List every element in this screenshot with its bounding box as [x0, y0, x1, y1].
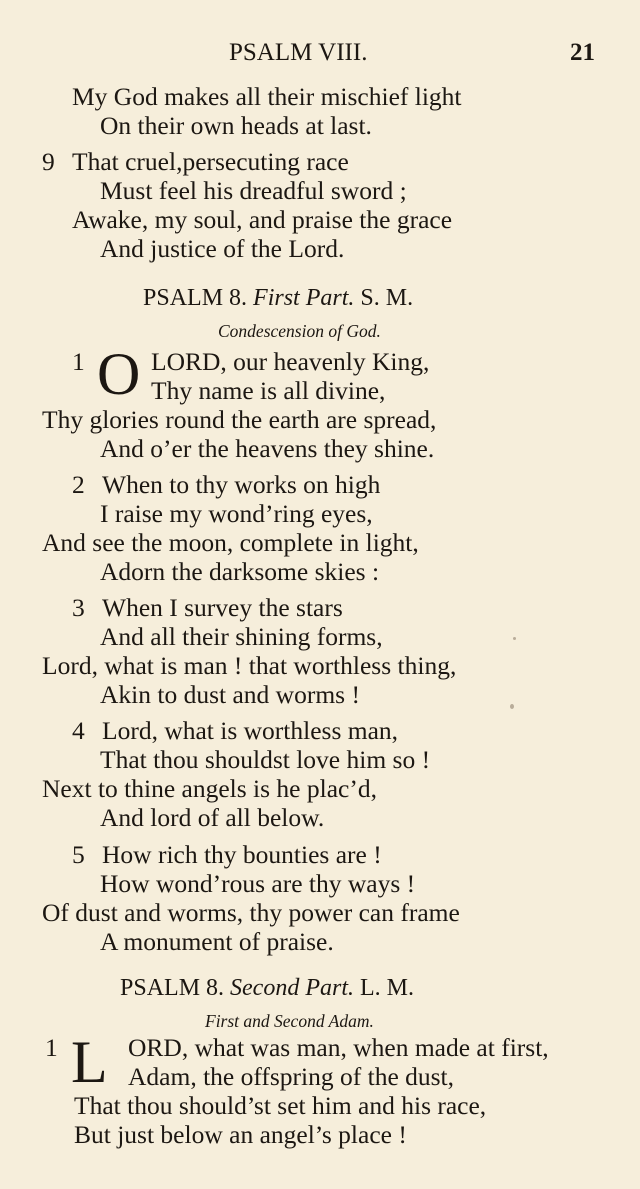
- verse-line: Next to thine angels is he plac’d,: [42, 774, 377, 803]
- verse-line: That thou should’st set him and his race,: [74, 1091, 487, 1120]
- stanza-number: 9: [42, 147, 55, 176]
- verse-line: Thy glories round the earth are spread,: [42, 405, 437, 434]
- stanza-number: 1: [45, 1033, 58, 1062]
- verse-line: Akin to dust and worms !: [100, 680, 360, 709]
- verse-line: Lord, what is man ! that worthless thing,: [42, 651, 457, 680]
- verse-line: And all their shining forms,: [100, 622, 383, 651]
- verse-line: When to thy works on high: [102, 470, 381, 499]
- verse-line: That cruel,persecuting race: [72, 147, 349, 176]
- verse-line: And justice of the Lord.: [100, 234, 345, 263]
- verse-line: I raise my wond’ring eyes,: [100, 499, 373, 528]
- verse-line: That thou shouldst love him so !: [100, 745, 431, 774]
- verse-line: Adorn the darksome skies :: [100, 557, 380, 586]
- drop-cap: O: [97, 341, 141, 407]
- verse-line: And lord of all below.: [100, 803, 325, 832]
- stanza-number: 2: [72, 470, 85, 499]
- verse-line: A monument of praise.: [100, 927, 334, 956]
- hymn-part: Second Part.: [230, 975, 355, 1001]
- verse-line: How rich thy bounties are !: [102, 840, 382, 869]
- paper-speck: [510, 704, 514, 709]
- paper-speck: [513, 637, 516, 640]
- stanza-number: 1: [72, 347, 85, 376]
- stanza-number: 5: [72, 840, 85, 869]
- hymn-title: [143, 283, 413, 313]
- verse-line: On their own heads at last.: [100, 111, 372, 140]
- drop-cap: L: [71, 1029, 108, 1095]
- running-header-title: PSALM VIII.: [229, 39, 368, 66]
- hymn-meter: S. M.: [360, 285, 414, 311]
- verse-line: My God makes all their mischief light: [72, 82, 462, 111]
- hymn-subtitle: Condescension of God.: [218, 321, 381, 341]
- verse-line: But just below an angel’s place !: [74, 1120, 407, 1149]
- verse-line: Of dust and worms, thy power can frame: [42, 898, 460, 927]
- verse-line: Must feel his dreadful sword ;: [100, 176, 407, 205]
- verse-line: When I survey the stars: [102, 593, 343, 622]
- verse-line: ORD, what was man, when made at first,: [128, 1033, 549, 1062]
- hymn-title: [120, 973, 414, 1003]
- verse-line: LORD, our heavenly King,: [151, 347, 430, 376]
- hymn-subtitle: First and Second Adam.: [205, 1011, 374, 1031]
- verse-line: How wond’rous are thy ways !: [100, 869, 416, 898]
- page-number: 21: [570, 39, 595, 66]
- verse-line: And see the moon, complete in light,: [42, 528, 419, 557]
- verse-line: And o’er the heavens they shine.: [100, 434, 435, 463]
- verse-line: Thy name is all divine,: [151, 376, 386, 405]
- verse-line: Adam, the offspring of the dust,: [128, 1062, 455, 1091]
- verse-line: Awake, my soul, and praise the grace: [72, 205, 453, 234]
- hymn-meter: L. M.: [360, 975, 415, 1001]
- verse-line: Lord, what is worthless man,: [102, 716, 399, 745]
- hymn-part: First Part.: [253, 285, 355, 311]
- hymn-psalm: PSALM 8.: [120, 975, 225, 1001]
- stanza-number: 3: [72, 593, 85, 622]
- hymn-psalm: PSALM 8.: [143, 285, 248, 311]
- stanza-number: 4: [72, 716, 85, 745]
